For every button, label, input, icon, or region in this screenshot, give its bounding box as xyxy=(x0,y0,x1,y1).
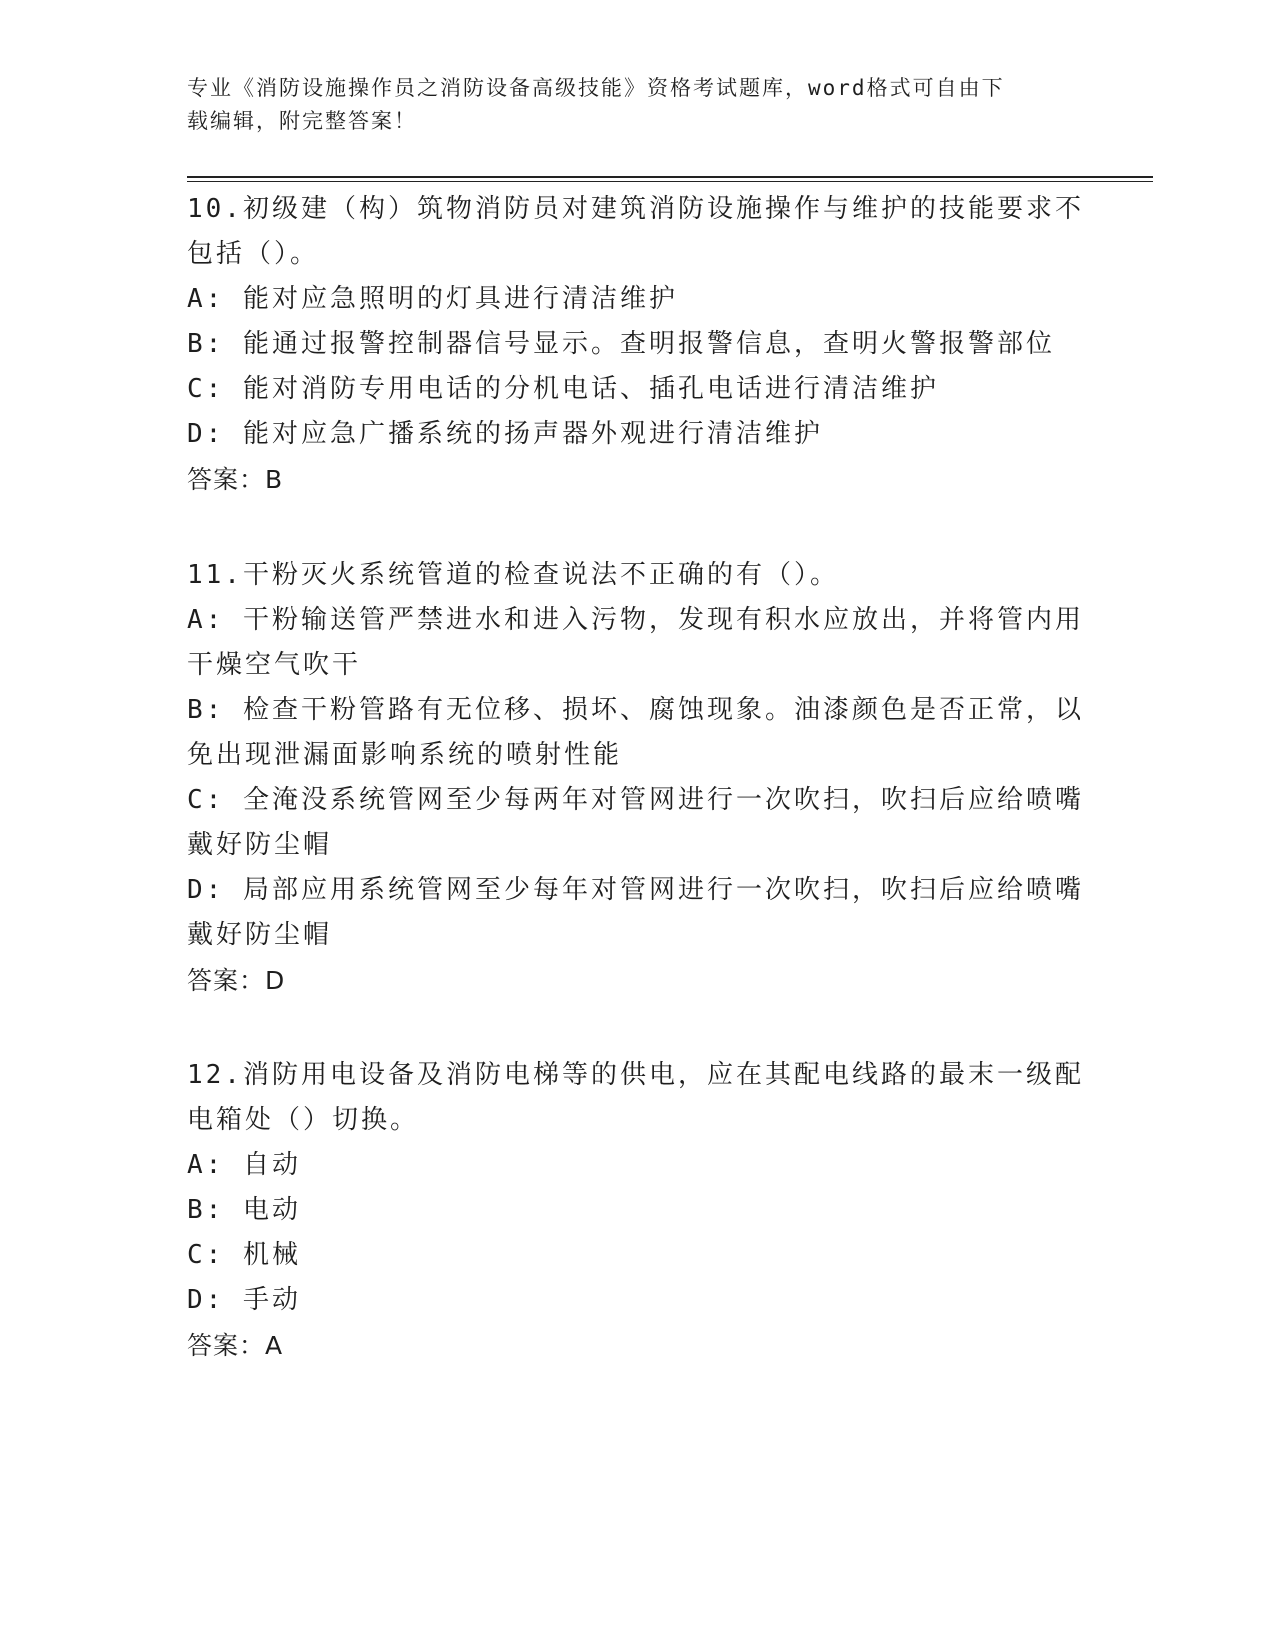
option-a-continued: 干燥空气吹干 xyxy=(187,650,362,680)
answer-label: 答案：B xyxy=(187,465,284,494)
option-d-continued: 戴好防尘帽 xyxy=(187,920,333,950)
question-stem-line: 包括（）。 xyxy=(187,239,320,269)
option-d: D: 局部应用系统管网至少每年对管网进行一次吹扫，吹扫后应给喷嘴 xyxy=(187,875,1084,905)
option-d: D: 能对应急广播系统的扬声器外观进行清洁维护 xyxy=(187,419,823,449)
question-12 xyxy=(187,1053,1087,1368)
option-c: C: 全淹没系统管网至少每两年对管网进行一次吹扫，吹扫后应给喷嘴 xyxy=(187,785,1084,815)
document-header xyxy=(187,72,1067,138)
question-stem-line: 12.消防用电设备及消防电梯等的供电，应在其配电线路的最末一级配 xyxy=(187,1060,1084,1090)
option-d: D: 手动 xyxy=(187,1285,301,1315)
option-c: C: 能对消防专用电话的分机电话、插孔电话进行清洁维护 xyxy=(187,374,939,404)
answer-label: 答案：D xyxy=(187,966,286,995)
question-10 xyxy=(187,187,1087,502)
question-stem-line: 11.干粉灭火系统管道的检查说法不正确的有（）。 xyxy=(187,560,839,590)
option-a: A: 能对应急照明的灯具进行清洁维护 xyxy=(187,284,678,314)
question-stem-line: 电箱处（）切换。 xyxy=(187,1105,420,1135)
question-11 xyxy=(187,553,1087,1003)
option-b: B: 电动 xyxy=(187,1195,301,1225)
option-a: A: 干粉输送管严禁进水和进入污物，发现有积水应放出，并将管内用 xyxy=(187,605,1084,635)
option-b-continued: 免出现泄漏面影响系统的喷射性能 xyxy=(187,740,623,770)
option-a: A: 自动 xyxy=(187,1150,301,1180)
question-stem-line: 10.初级建（构）筑物消防员对建筑消防设施操作与维护的技能要求不 xyxy=(187,194,1084,224)
header-line-1: 专业《消防设施操作员之消防设备高级技能》资格考试题库，word格式可自由下 xyxy=(187,76,1005,100)
option-b: B: 检查干粉管路有无位移、损坏、腐蚀现象。油漆颜色是否正常，以 xyxy=(187,695,1084,725)
option-c-continued: 戴好防尘帽 xyxy=(187,830,333,860)
option-b: B: 能通过报警控制器信号显示。查明报警信息，查明火警报警部位 xyxy=(187,329,1055,359)
option-c: C: 机械 xyxy=(187,1240,301,1270)
header-divider-thin xyxy=(187,181,1153,182)
header-line-2: 载编辑，附完整答案！ xyxy=(187,109,417,133)
header-divider-thick xyxy=(187,176,1153,178)
answer-label: 答案：A xyxy=(187,1331,284,1360)
